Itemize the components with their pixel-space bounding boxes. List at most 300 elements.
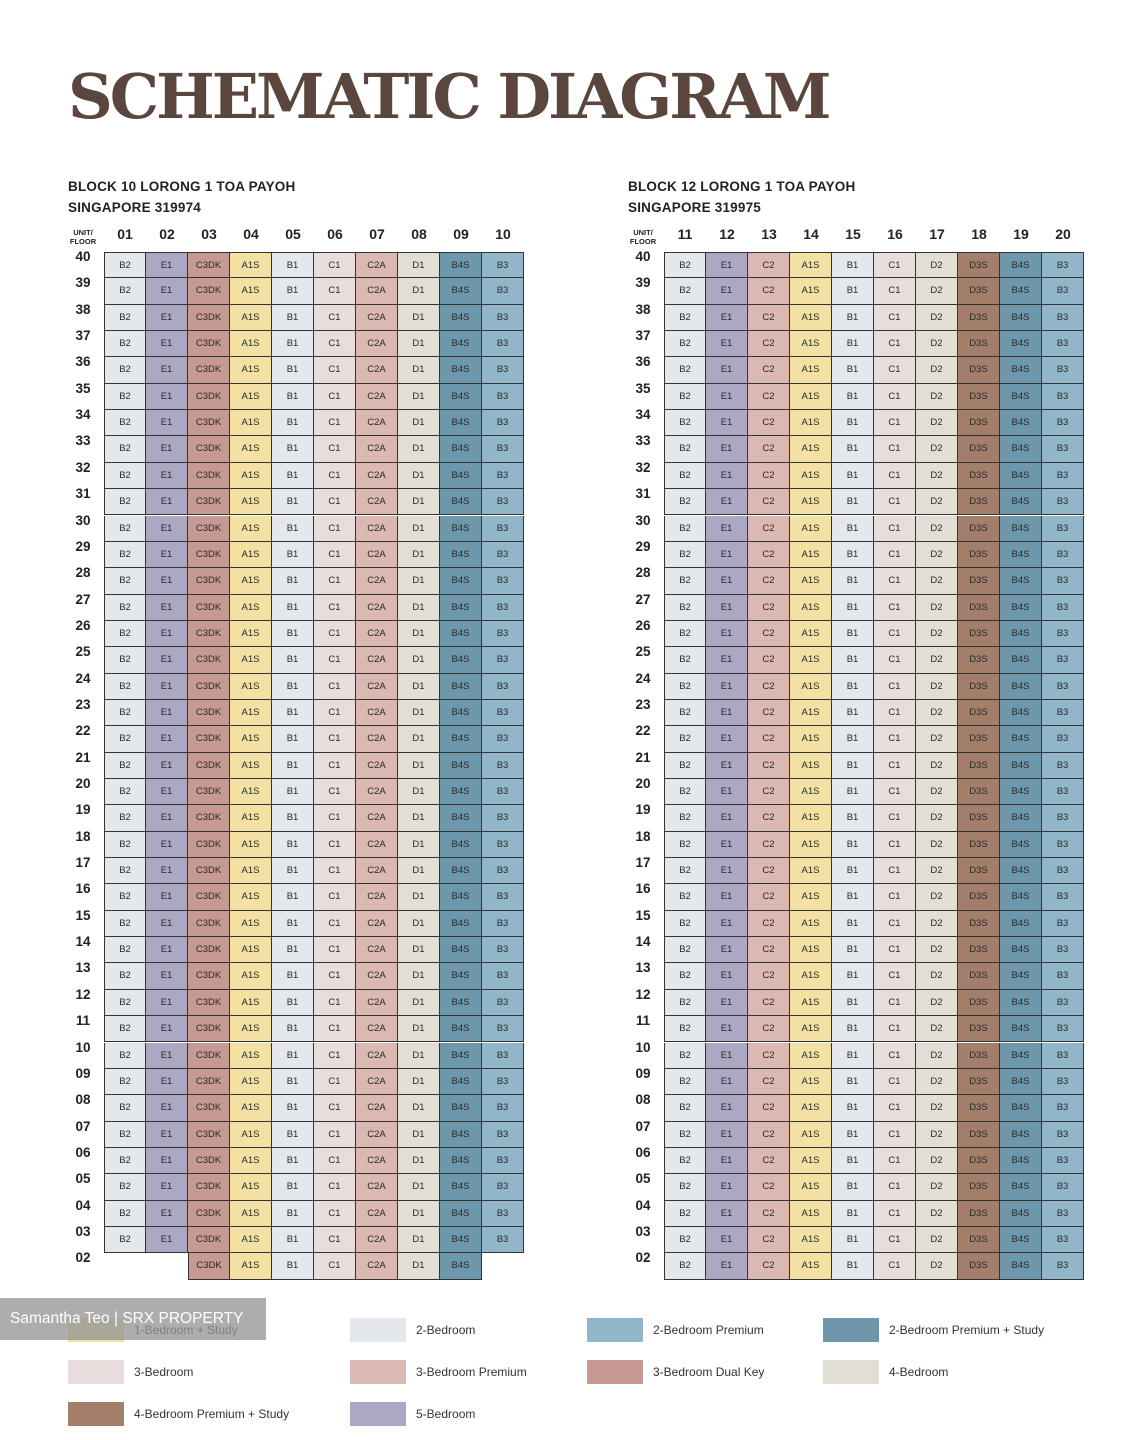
unit-cell-20-31[interactable]: B3 bbox=[1042, 489, 1084, 515]
unit-cell-12-33[interactable]: E1 bbox=[706, 436, 748, 462]
unit-cell-02-08[interactable]: E1 bbox=[146, 1095, 188, 1121]
unit-cell-04-34[interactable]: A1S bbox=[230, 410, 272, 436]
unit-cell-18-36[interactable]: D3S bbox=[958, 357, 1000, 383]
unit-cell-09-31[interactable]: B4S bbox=[440, 489, 482, 515]
unit-cell-18-21[interactable]: D3S bbox=[958, 753, 1000, 779]
unit-cell-07-32[interactable]: C2A bbox=[356, 463, 398, 489]
unit-cell-01-07[interactable]: B2 bbox=[104, 1122, 146, 1148]
unit-cell-03-24[interactable]: C3DK bbox=[188, 674, 230, 700]
unit-cell-16-03[interactable]: C1 bbox=[874, 1227, 916, 1253]
unit-cell-20-09[interactable]: B3 bbox=[1042, 1069, 1084, 1095]
unit-cell-14-07[interactable]: A1S bbox=[790, 1122, 832, 1148]
unit-cell-11-07[interactable]: B2 bbox=[664, 1122, 706, 1148]
unit-cell-07-39[interactable]: C2A bbox=[356, 278, 398, 304]
unit-cell-17-11[interactable]: D2 bbox=[916, 1016, 958, 1042]
unit-cell-04-40[interactable]: A1S bbox=[230, 252, 272, 278]
unit-cell-20-35[interactable]: B3 bbox=[1042, 384, 1084, 410]
unit-cell-10-18[interactable]: B3 bbox=[482, 832, 524, 858]
unit-cell-13-31[interactable]: C2 bbox=[748, 489, 790, 515]
unit-cell-07-10[interactable]: C2A bbox=[356, 1043, 398, 1069]
unit-cell-13-39[interactable]: C2 bbox=[748, 278, 790, 304]
unit-cell-16-32[interactable]: C1 bbox=[874, 463, 916, 489]
unit-cell-19-17[interactable]: B4S bbox=[1000, 858, 1042, 884]
unit-cell-03-39[interactable]: C3DK bbox=[188, 278, 230, 304]
unit-cell-02-21[interactable]: E1 bbox=[146, 753, 188, 779]
unit-cell-09-39[interactable]: B4S bbox=[440, 278, 482, 304]
unit-cell-08-30[interactable]: D1 bbox=[398, 516, 440, 542]
unit-cell-08-23[interactable]: D1 bbox=[398, 700, 440, 726]
unit-cell-14-25[interactable]: A1S bbox=[790, 647, 832, 673]
unit-cell-11-13[interactable]: B2 bbox=[664, 963, 706, 989]
unit-cell-17-21[interactable]: D2 bbox=[916, 753, 958, 779]
unit-cell-19-34[interactable]: B4S bbox=[1000, 410, 1042, 436]
unit-cell-06-27[interactable]: C1 bbox=[314, 595, 356, 621]
unit-cell-10-03[interactable]: B3 bbox=[482, 1227, 524, 1253]
unit-cell-15-13[interactable]: B1 bbox=[832, 963, 874, 989]
unit-cell-13-06[interactable]: C2 bbox=[748, 1148, 790, 1174]
unit-cell-07-16[interactable]: C2A bbox=[356, 884, 398, 910]
unit-cell-20-34[interactable]: B3 bbox=[1042, 410, 1084, 436]
unit-cell-15-21[interactable]: B1 bbox=[832, 753, 874, 779]
unit-cell-14-38[interactable]: A1S bbox=[790, 305, 832, 331]
unit-cell-04-35[interactable]: A1S bbox=[230, 384, 272, 410]
unit-cell-07-28[interactable]: C2A bbox=[356, 568, 398, 594]
unit-cell-09-04[interactable]: B4S bbox=[440, 1201, 482, 1227]
unit-cell-09-25[interactable]: B4S bbox=[440, 647, 482, 673]
unit-cell-20-29[interactable]: B3 bbox=[1042, 542, 1084, 568]
unit-cell-12-34[interactable]: E1 bbox=[706, 410, 748, 436]
unit-cell-16-23[interactable]: C1 bbox=[874, 700, 916, 726]
unit-cell-13-20[interactable]: C2 bbox=[748, 779, 790, 805]
unit-cell-04-04[interactable]: A1S bbox=[230, 1201, 272, 1227]
unit-cell-19-08[interactable]: B4S bbox=[1000, 1095, 1042, 1121]
unit-cell-08-19[interactable]: D1 bbox=[398, 805, 440, 831]
unit-cell-11-27[interactable]: B2 bbox=[664, 595, 706, 621]
unit-cell-03-14[interactable]: C3DK bbox=[188, 937, 230, 963]
unit-cell-10-10[interactable]: B3 bbox=[482, 1043, 524, 1069]
unit-cell-12-28[interactable]: E1 bbox=[706, 568, 748, 594]
unit-cell-11-28[interactable]: B2 bbox=[664, 568, 706, 594]
unit-cell-15-24[interactable]: B1 bbox=[832, 674, 874, 700]
unit-cell-06-26[interactable]: C1 bbox=[314, 621, 356, 647]
unit-cell-03-04[interactable]: C3DK bbox=[188, 1201, 230, 1227]
unit-cell-14-28[interactable]: A1S bbox=[790, 568, 832, 594]
unit-cell-06-30[interactable]: C1 bbox=[314, 516, 356, 542]
unit-cell-04-27[interactable]: A1S bbox=[230, 595, 272, 621]
unit-cell-12-17[interactable]: E1 bbox=[706, 858, 748, 884]
unit-cell-17-19[interactable]: D2 bbox=[916, 805, 958, 831]
unit-cell-14-12[interactable]: A1S bbox=[790, 990, 832, 1016]
unit-cell-10-06[interactable]: B3 bbox=[482, 1148, 524, 1174]
unit-cell-14-11[interactable]: A1S bbox=[790, 1016, 832, 1042]
unit-cell-04-33[interactable]: A1S bbox=[230, 436, 272, 462]
unit-cell-10-40[interactable]: B3 bbox=[482, 252, 524, 278]
unit-cell-13-22[interactable]: C2 bbox=[748, 726, 790, 752]
unit-cell-01-34[interactable]: B2 bbox=[104, 410, 146, 436]
unit-cell-03-22[interactable]: C3DK bbox=[188, 726, 230, 752]
unit-cell-09-27[interactable]: B4S bbox=[440, 595, 482, 621]
unit-cell-04-24[interactable]: A1S bbox=[230, 674, 272, 700]
unit-cell-16-17[interactable]: C1 bbox=[874, 858, 916, 884]
unit-cell-17-14[interactable]: D2 bbox=[916, 937, 958, 963]
unit-cell-07-03[interactable]: C2A bbox=[356, 1227, 398, 1253]
unit-cell-14-09[interactable]: A1S bbox=[790, 1069, 832, 1095]
unit-cell-08-04[interactable]: D1 bbox=[398, 1201, 440, 1227]
unit-cell-13-25[interactable]: C2 bbox=[748, 647, 790, 673]
unit-cell-10-12[interactable]: B3 bbox=[482, 990, 524, 1016]
unit-cell-10-22[interactable]: B3 bbox=[482, 726, 524, 752]
unit-cell-12-08[interactable]: E1 bbox=[706, 1095, 748, 1121]
unit-cell-16-12[interactable]: C1 bbox=[874, 990, 916, 1016]
unit-cell-11-11[interactable]: B2 bbox=[664, 1016, 706, 1042]
unit-cell-14-37[interactable]: A1S bbox=[790, 331, 832, 357]
unit-cell-05-04[interactable]: B1 bbox=[272, 1201, 314, 1227]
unit-cell-15-31[interactable]: B1 bbox=[832, 489, 874, 515]
unit-cell-20-12[interactable]: B3 bbox=[1042, 990, 1084, 1016]
unit-cell-14-22[interactable]: A1S bbox=[790, 726, 832, 752]
unit-cell-01-15[interactable]: B2 bbox=[104, 911, 146, 937]
unit-cell-17-03[interactable]: D2 bbox=[916, 1227, 958, 1253]
unit-cell-19-12[interactable]: B4S bbox=[1000, 990, 1042, 1016]
unit-cell-06-29[interactable]: C1 bbox=[314, 542, 356, 568]
unit-cell-12-32[interactable]: E1 bbox=[706, 463, 748, 489]
unit-cell-17-20[interactable]: D2 bbox=[916, 779, 958, 805]
unit-cell-19-23[interactable]: B4S bbox=[1000, 700, 1042, 726]
unit-cell-08-09[interactable]: D1 bbox=[398, 1069, 440, 1095]
unit-cell-08-16[interactable]: D1 bbox=[398, 884, 440, 910]
unit-cell-02-28[interactable]: E1 bbox=[146, 568, 188, 594]
unit-cell-17-30[interactable]: D2 bbox=[916, 516, 958, 542]
unit-cell-08-15[interactable]: D1 bbox=[398, 911, 440, 937]
unit-cell-10-11[interactable]: B3 bbox=[482, 1016, 524, 1042]
unit-cell-07-21[interactable]: C2A bbox=[356, 753, 398, 779]
unit-cell-19-31[interactable]: B4S bbox=[1000, 489, 1042, 515]
unit-cell-16-30[interactable]: C1 bbox=[874, 516, 916, 542]
unit-cell-04-21[interactable]: A1S bbox=[230, 753, 272, 779]
unit-cell-05-40[interactable]: B1 bbox=[272, 252, 314, 278]
unit-cell-16-05[interactable]: C1 bbox=[874, 1174, 916, 1200]
unit-cell-03-09[interactable]: C3DK bbox=[188, 1069, 230, 1095]
unit-cell-06-38[interactable]: C1 bbox=[314, 305, 356, 331]
unit-cell-11-39[interactable]: B2 bbox=[664, 278, 706, 304]
unit-cell-09-19[interactable]: B4S bbox=[440, 805, 482, 831]
unit-cell-15-27[interactable]: B1 bbox=[832, 595, 874, 621]
unit-cell-01-17[interactable]: B2 bbox=[104, 858, 146, 884]
unit-cell-11-20[interactable]: B2 bbox=[664, 779, 706, 805]
unit-cell-17-28[interactable]: D2 bbox=[916, 568, 958, 594]
unit-cell-18-34[interactable]: D3S bbox=[958, 410, 1000, 436]
unit-cell-20-16[interactable]: B3 bbox=[1042, 884, 1084, 910]
unit-cell-19-11[interactable]: B4S bbox=[1000, 1016, 1042, 1042]
unit-cell-01-31[interactable]: B2 bbox=[104, 489, 146, 515]
unit-cell-01-03[interactable]: B2 bbox=[104, 1227, 146, 1253]
unit-cell-08-28[interactable]: D1 bbox=[398, 568, 440, 594]
unit-cell-08-17[interactable]: D1 bbox=[398, 858, 440, 884]
unit-cell-15-08[interactable]: B1 bbox=[832, 1095, 874, 1121]
unit-cell-07-23[interactable]: C2A bbox=[356, 700, 398, 726]
unit-cell-17-37[interactable]: D2 bbox=[916, 331, 958, 357]
unit-cell-08-07[interactable]: D1 bbox=[398, 1122, 440, 1148]
unit-cell-04-18[interactable]: A1S bbox=[230, 832, 272, 858]
unit-cell-17-36[interactable]: D2 bbox=[916, 357, 958, 383]
unit-cell-03-40[interactable]: C3DK bbox=[188, 252, 230, 278]
unit-cell-18-33[interactable]: D3S bbox=[958, 436, 1000, 462]
unit-cell-15-09[interactable]: B1 bbox=[832, 1069, 874, 1095]
unit-cell-13-12[interactable]: C2 bbox=[748, 990, 790, 1016]
unit-cell-14-02[interactable]: A1S bbox=[790, 1253, 832, 1279]
unit-cell-07-30[interactable]: C2A bbox=[356, 516, 398, 542]
unit-cell-17-33[interactable]: D2 bbox=[916, 436, 958, 462]
unit-cell-20-02[interactable]: B3 bbox=[1042, 1253, 1084, 1279]
unit-cell-16-35[interactable]: C1 bbox=[874, 384, 916, 410]
unit-cell-20-10[interactable]: B3 bbox=[1042, 1043, 1084, 1069]
unit-cell-13-36[interactable]: C2 bbox=[748, 357, 790, 383]
unit-cell-09-40[interactable]: B4S bbox=[440, 252, 482, 278]
unit-cell-09-13[interactable]: B4S bbox=[440, 963, 482, 989]
unit-cell-01-37[interactable]: B2 bbox=[104, 331, 146, 357]
unit-cell-13-33[interactable]: C2 bbox=[748, 436, 790, 462]
unit-cell-02-09[interactable]: E1 bbox=[146, 1069, 188, 1095]
unit-cell-13-17[interactable]: C2 bbox=[748, 858, 790, 884]
unit-cell-13-38[interactable]: C2 bbox=[748, 305, 790, 331]
unit-cell-16-09[interactable]: C1 bbox=[874, 1069, 916, 1095]
unit-cell-07-20[interactable]: C2A bbox=[356, 779, 398, 805]
unit-cell-17-40[interactable]: D2 bbox=[916, 252, 958, 278]
unit-cell-08-22[interactable]: D1 bbox=[398, 726, 440, 752]
unit-cell-17-06[interactable]: D2 bbox=[916, 1148, 958, 1174]
unit-cell-11-36[interactable]: B2 bbox=[664, 357, 706, 383]
unit-cell-18-29[interactable]: D3S bbox=[958, 542, 1000, 568]
unit-cell-14-35[interactable]: A1S bbox=[790, 384, 832, 410]
unit-cell-09-07[interactable]: B4S bbox=[440, 1122, 482, 1148]
unit-cell-06-08[interactable]: C1 bbox=[314, 1095, 356, 1121]
unit-cell-20-36[interactable]: B3 bbox=[1042, 357, 1084, 383]
unit-cell-12-15[interactable]: E1 bbox=[706, 911, 748, 937]
unit-cell-09-24[interactable]: B4S bbox=[440, 674, 482, 700]
unit-cell-10-23[interactable]: B3 bbox=[482, 700, 524, 726]
unit-cell-04-31[interactable]: A1S bbox=[230, 489, 272, 515]
unit-cell-06-31[interactable]: C1 bbox=[314, 489, 356, 515]
unit-cell-14-08[interactable]: A1S bbox=[790, 1095, 832, 1121]
unit-cell-11-19[interactable]: B2 bbox=[664, 805, 706, 831]
unit-cell-18-06[interactable]: D3S bbox=[958, 1148, 1000, 1174]
unit-cell-04-16[interactable]: A1S bbox=[230, 884, 272, 910]
unit-cell-04-29[interactable]: A1S bbox=[230, 542, 272, 568]
unit-cell-03-02[interactable]: C3DK bbox=[188, 1253, 230, 1279]
unit-cell-14-15[interactable]: A1S bbox=[790, 911, 832, 937]
unit-cell-05-08[interactable]: B1 bbox=[272, 1095, 314, 1121]
unit-cell-20-40[interactable]: B3 bbox=[1042, 252, 1084, 278]
unit-cell-13-14[interactable]: C2 bbox=[748, 937, 790, 963]
unit-cell-09-33[interactable]: B4S bbox=[440, 436, 482, 462]
unit-cell-01-27[interactable]: B2 bbox=[104, 595, 146, 621]
unit-cell-13-40[interactable]: C2 bbox=[748, 252, 790, 278]
unit-cell-07-31[interactable]: C2A bbox=[356, 489, 398, 515]
unit-cell-01-04[interactable]: B2 bbox=[104, 1201, 146, 1227]
unit-cell-03-25[interactable]: C3DK bbox=[188, 647, 230, 673]
unit-cell-18-20[interactable]: D3S bbox=[958, 779, 1000, 805]
unit-cell-08-31[interactable]: D1 bbox=[398, 489, 440, 515]
unit-cell-09-21[interactable]: B4S bbox=[440, 753, 482, 779]
unit-cell-01-06[interactable]: B2 bbox=[104, 1148, 146, 1174]
unit-cell-05-17[interactable]: B1 bbox=[272, 858, 314, 884]
unit-cell-04-14[interactable]: A1S bbox=[230, 937, 272, 963]
unit-cell-04-26[interactable]: A1S bbox=[230, 621, 272, 647]
unit-cell-04-23[interactable]: A1S bbox=[230, 700, 272, 726]
unit-cell-07-35[interactable]: C2A bbox=[356, 384, 398, 410]
unit-cell-16-22[interactable]: C1 bbox=[874, 726, 916, 752]
unit-cell-03-07[interactable]: C3DK bbox=[188, 1122, 230, 1148]
unit-cell-05-24[interactable]: B1 bbox=[272, 674, 314, 700]
unit-cell-14-31[interactable]: A1S bbox=[790, 489, 832, 515]
unit-cell-15-19[interactable]: B1 bbox=[832, 805, 874, 831]
unit-cell-12-20[interactable]: E1 bbox=[706, 779, 748, 805]
unit-cell-01-23[interactable]: B2 bbox=[104, 700, 146, 726]
unit-cell-06-28[interactable]: C1 bbox=[314, 568, 356, 594]
unit-cell-03-32[interactable]: C3DK bbox=[188, 463, 230, 489]
unit-cell-15-28[interactable]: B1 bbox=[832, 568, 874, 594]
unit-cell-09-34[interactable]: B4S bbox=[440, 410, 482, 436]
unit-cell-14-19[interactable]: A1S bbox=[790, 805, 832, 831]
unit-cell-05-23[interactable]: B1 bbox=[272, 700, 314, 726]
unit-cell-10-17[interactable]: B3 bbox=[482, 858, 524, 884]
unit-cell-08-03[interactable]: D1 bbox=[398, 1227, 440, 1253]
unit-cell-08-11[interactable]: D1 bbox=[398, 1016, 440, 1042]
unit-cell-14-29[interactable]: A1S bbox=[790, 542, 832, 568]
unit-cell-12-12[interactable]: E1 bbox=[706, 990, 748, 1016]
unit-cell-17-07[interactable]: D2 bbox=[916, 1122, 958, 1148]
unit-cell-12-21[interactable]: E1 bbox=[706, 753, 748, 779]
unit-cell-02-32[interactable]: E1 bbox=[146, 463, 188, 489]
unit-cell-02-36[interactable]: E1 bbox=[146, 357, 188, 383]
unit-cell-05-22[interactable]: B1 bbox=[272, 726, 314, 752]
unit-cell-01-28[interactable]: B2 bbox=[104, 568, 146, 594]
unit-cell-01-11[interactable]: B2 bbox=[104, 1016, 146, 1042]
unit-cell-10-04[interactable]: B3 bbox=[482, 1201, 524, 1227]
unit-cell-01-35[interactable]: B2 bbox=[104, 384, 146, 410]
unit-cell-09-15[interactable]: B4S bbox=[440, 911, 482, 937]
unit-cell-20-24[interactable]: B3 bbox=[1042, 674, 1084, 700]
unit-cell-12-11[interactable]: E1 bbox=[706, 1016, 748, 1042]
unit-cell-02-35[interactable]: E1 bbox=[146, 384, 188, 410]
unit-cell-16-15[interactable]: C1 bbox=[874, 911, 916, 937]
unit-cell-11-15[interactable]: B2 bbox=[664, 911, 706, 937]
unit-cell-02-18[interactable]: E1 bbox=[146, 832, 188, 858]
unit-cell-02-23[interactable]: E1 bbox=[146, 700, 188, 726]
unit-cell-05-15[interactable]: B1 bbox=[272, 911, 314, 937]
unit-cell-03-23[interactable]: C3DK bbox=[188, 700, 230, 726]
unit-cell-07-22[interactable]: C2A bbox=[356, 726, 398, 752]
unit-cell-09-14[interactable]: B4S bbox=[440, 937, 482, 963]
unit-cell-07-07[interactable]: C2A bbox=[356, 1122, 398, 1148]
unit-cell-07-19[interactable]: C2A bbox=[356, 805, 398, 831]
unit-cell-15-02[interactable]: B1 bbox=[832, 1253, 874, 1279]
unit-cell-16-21[interactable]: C1 bbox=[874, 753, 916, 779]
unit-cell-20-15[interactable]: B3 bbox=[1042, 911, 1084, 937]
unit-cell-08-39[interactable]: D1 bbox=[398, 278, 440, 304]
unit-cell-14-04[interactable]: A1S bbox=[790, 1201, 832, 1227]
unit-cell-12-18[interactable]: E1 bbox=[706, 832, 748, 858]
unit-cell-01-21[interactable]: B2 bbox=[104, 753, 146, 779]
unit-cell-06-10[interactable]: C1 bbox=[314, 1043, 356, 1069]
unit-cell-10-25[interactable]: B3 bbox=[482, 647, 524, 673]
unit-cell-20-17[interactable]: B3 bbox=[1042, 858, 1084, 884]
unit-cell-06-13[interactable]: C1 bbox=[314, 963, 356, 989]
unit-cell-12-23[interactable]: E1 bbox=[706, 700, 748, 726]
unit-cell-10-24[interactable]: B3 bbox=[482, 674, 524, 700]
unit-cell-03-13[interactable]: C3DK bbox=[188, 963, 230, 989]
unit-cell-12-39[interactable]: E1 bbox=[706, 278, 748, 304]
unit-cell-09-22[interactable]: B4S bbox=[440, 726, 482, 752]
unit-cell-01-32[interactable]: B2 bbox=[104, 463, 146, 489]
unit-cell-20-14[interactable]: B3 bbox=[1042, 937, 1084, 963]
unit-cell-11-02[interactable]: B2 bbox=[664, 1253, 706, 1279]
unit-cell-03-15[interactable]: C3DK bbox=[188, 911, 230, 937]
unit-cell-02-38[interactable]: E1 bbox=[146, 305, 188, 331]
unit-cell-03-34[interactable]: C3DK bbox=[188, 410, 230, 436]
unit-cell-01-25[interactable]: B2 bbox=[104, 647, 146, 673]
unit-cell-17-13[interactable]: D2 bbox=[916, 963, 958, 989]
unit-cell-19-13[interactable]: B4S bbox=[1000, 963, 1042, 989]
unit-cell-13-10[interactable]: C2 bbox=[748, 1043, 790, 1069]
unit-cell-15-05[interactable]: B1 bbox=[832, 1174, 874, 1200]
unit-cell-19-37[interactable]: B4S bbox=[1000, 331, 1042, 357]
unit-cell-11-31[interactable]: B2 bbox=[664, 489, 706, 515]
unit-cell-13-07[interactable]: C2 bbox=[748, 1122, 790, 1148]
unit-cell-15-26[interactable]: B1 bbox=[832, 621, 874, 647]
unit-cell-13-23[interactable]: C2 bbox=[748, 700, 790, 726]
unit-cell-17-31[interactable]: D2 bbox=[916, 489, 958, 515]
unit-cell-01-12[interactable]: B2 bbox=[104, 990, 146, 1016]
unit-cell-19-24[interactable]: B4S bbox=[1000, 674, 1042, 700]
unit-cell-10-09[interactable]: B3 bbox=[482, 1069, 524, 1095]
unit-cell-04-32[interactable]: A1S bbox=[230, 463, 272, 489]
unit-cell-14-26[interactable]: A1S bbox=[790, 621, 832, 647]
unit-cell-03-17[interactable]: C3DK bbox=[188, 858, 230, 884]
unit-cell-09-30[interactable]: B4S bbox=[440, 516, 482, 542]
unit-cell-16-16[interactable]: C1 bbox=[874, 884, 916, 910]
unit-cell-07-38[interactable]: C2A bbox=[356, 305, 398, 331]
unit-cell-17-22[interactable]: D2 bbox=[916, 726, 958, 752]
unit-cell-06-17[interactable]: C1 bbox=[314, 858, 356, 884]
unit-cell-11-29[interactable]: B2 bbox=[664, 542, 706, 568]
unit-cell-11-14[interactable]: B2 bbox=[664, 937, 706, 963]
unit-cell-09-16[interactable]: B4S bbox=[440, 884, 482, 910]
unit-cell-04-30[interactable]: A1S bbox=[230, 516, 272, 542]
unit-cell-18-37[interactable]: D3S bbox=[958, 331, 1000, 357]
unit-cell-15-38[interactable]: B1 bbox=[832, 305, 874, 331]
unit-cell-11-38[interactable]: B2 bbox=[664, 305, 706, 331]
unit-cell-07-12[interactable]: C2A bbox=[356, 990, 398, 1016]
unit-cell-19-21[interactable]: B4S bbox=[1000, 753, 1042, 779]
unit-cell-18-04[interactable]: D3S bbox=[958, 1201, 1000, 1227]
unit-cell-14-30[interactable]: A1S bbox=[790, 516, 832, 542]
unit-cell-09-26[interactable]: B4S bbox=[440, 621, 482, 647]
unit-cell-03-35[interactable]: C3DK bbox=[188, 384, 230, 410]
unit-cell-03-19[interactable]: C3DK bbox=[188, 805, 230, 831]
unit-cell-17-34[interactable]: D2 bbox=[916, 410, 958, 436]
unit-cell-11-09[interactable]: B2 bbox=[664, 1069, 706, 1095]
unit-cell-09-32[interactable]: B4S bbox=[440, 463, 482, 489]
unit-cell-14-05[interactable]: A1S bbox=[790, 1174, 832, 1200]
unit-cell-08-02[interactable]: D1 bbox=[398, 1253, 440, 1279]
unit-cell-03-08[interactable]: C3DK bbox=[188, 1095, 230, 1121]
unit-cell-18-28[interactable]: D3S bbox=[958, 568, 1000, 594]
unit-cell-18-18[interactable]: D3S bbox=[958, 832, 1000, 858]
unit-cell-16-31[interactable]: C1 bbox=[874, 489, 916, 515]
unit-cell-18-10[interactable]: D3S bbox=[958, 1043, 1000, 1069]
unit-cell-11-24[interactable]: B2 bbox=[664, 674, 706, 700]
